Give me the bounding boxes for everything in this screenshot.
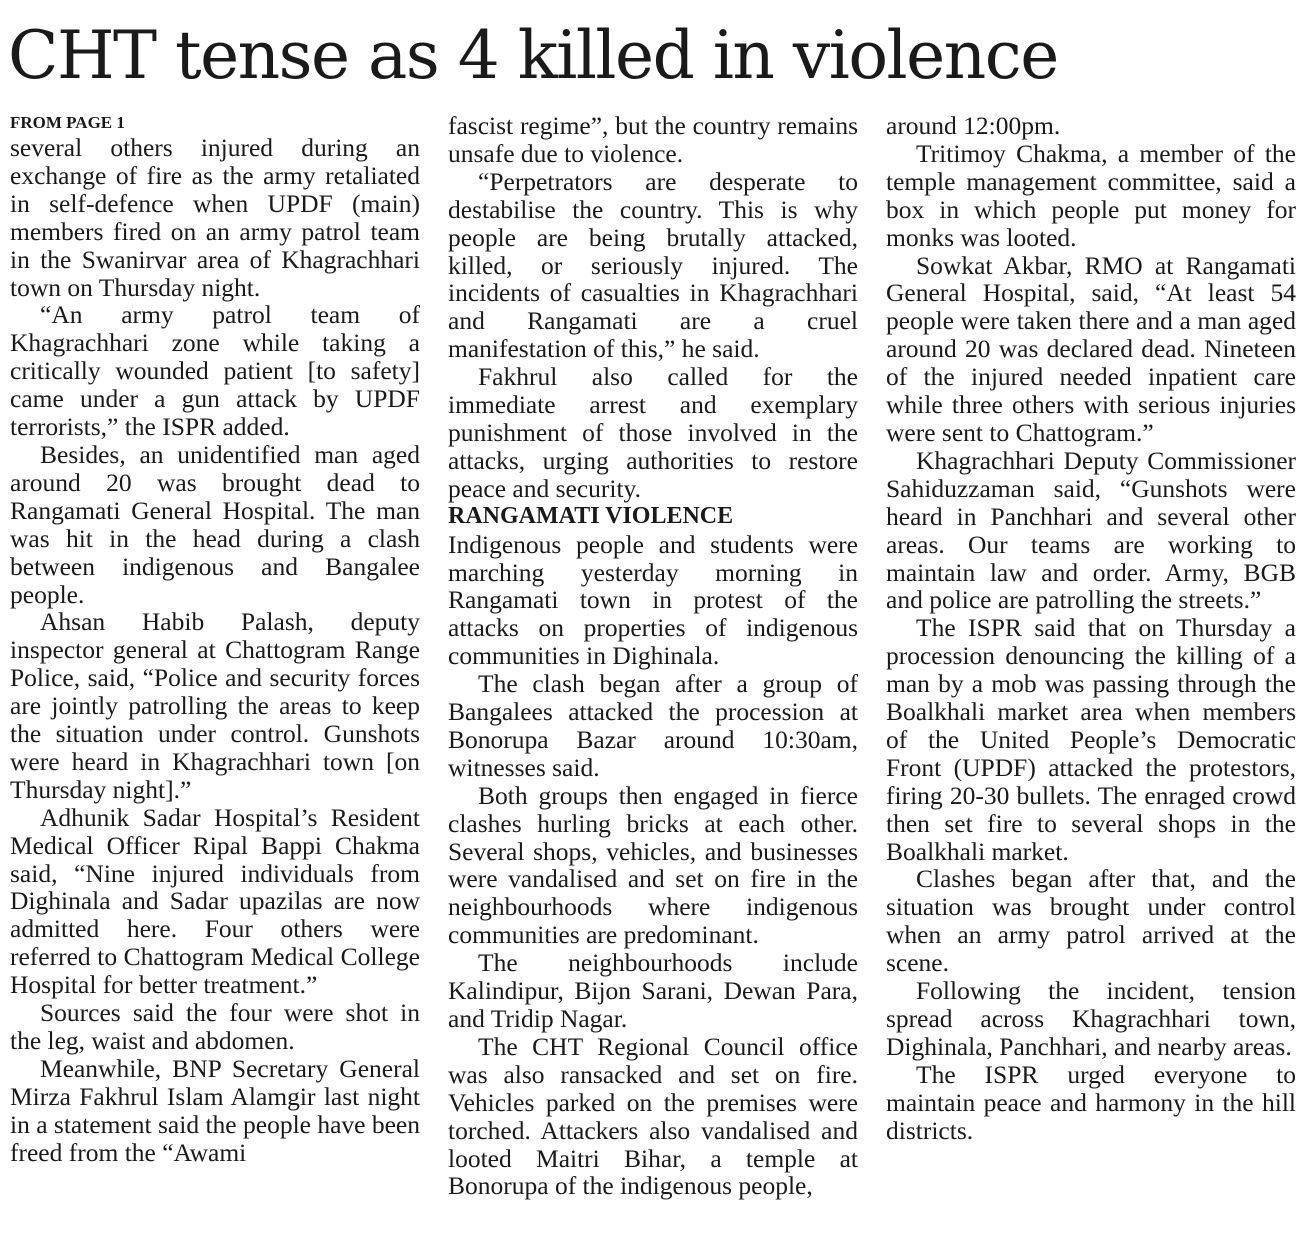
- paragraph: The clash began after a group of Bangalees attacked the procession at Bonorupa Bazar around 10:30am, witnesses said.: [448, 669, 858, 782]
- article-column-2: [448, 112, 858, 1200]
- paragraph: Adhunik Sadar Hospital’s Resident Medical Officer Ripal Bappi Chakma said, “Nine injured individuals from Dighinala and Sadar upazilas are now admitted here. Four others were referred to Chattogram Medical College Hospital for better treatment.”: [10, 802, 420, 1000]
- paragraph: The neighbourhoods include Kalindipur, Bijon Sarani, Dewan Para, and Tridip Nagar.: [448, 948, 858, 1033]
- paragraph: Tritimoy Chakma, a member of the temple management committee, said a box in which people put money for monks was looted.: [886, 138, 1296, 252]
- paragraph: The ISPR urged everyone to maintain peace and harmony in the hill districts.: [886, 1059, 1296, 1145]
- paragraph: The ISPR said that on Thursday a procession denouncing the killing of a man by a mob was passing through the Boalkhali market area when members of the United People’s Democratic Front (UPDF) attacked the protestors, firing 20-30 bullets. The enraged crowd then set fire to several shops in the Boalkhali market.: [886, 613, 1296, 866]
- paragraph: Fakhrul also called for the immediate arrest and exemplary punishment of those involved in the attacks, urging authorities to restore peace and security.: [448, 362, 858, 503]
- paragraph: Meanwhile, BNP Secretary General Mirza Fakhrul Islam Alamgir last night in a statement said the people have been freed from the “Awami: [10, 1053, 420, 1167]
- paragraph: around 12:00pm.: [886, 111, 1061, 140]
- paragraph: Sources said the four were shot in the leg, waist and abdomen.: [10, 998, 420, 1055]
- paragraph: fascist regime”, but the country remains unsafe due to violence.: [448, 111, 858, 168]
- paragraph: Khagrachhari Deputy Commissioner Sahiduzzaman said, “Gunshots were heard in Panchhari and several other areas. Our teams are working to maintain law and order. Army, BGB and police are patrolling the streets.”: [886, 445, 1296, 615]
- paragraph: “Perpetrators are desperate to destabilise the country. This is why people are being brutally attacked, killed, or seriously injured. The incidents of casualties in Khagrachhari and Rangamati are a cruel manifestation of this,” he said.: [448, 166, 858, 364]
- paragraph: Sowkat Akbar, RMO at Rangamati General Hospital, said, “At least 54 people were taken there and a man aged around 20 was declared dead. Nineteen of the injured needed inpatient care while three others with serious injuries were sent to Chattogram.”: [886, 250, 1296, 447]
- article-column-3: [886, 112, 1296, 1145]
- paragraph: Both groups then engaged in fierce clashes hurling bricks at each other. Several shops, vehicles, and businesses were vandalised and set on fire in the neighbourhoods where indigenous communities are predominant.: [448, 780, 858, 950]
- article-column-1: [10, 112, 420, 1167]
- paragraph: several others injured during an exchange of fire as the army retaliated in self-defence when UPDF (main) members fired on an army patrol team in the Swanirvar area of Khagrachhari town on Thursday night.: [10, 133, 420, 302]
- paragraph: Ahsan Habib Palash, deputy inspector general at Chattogram Range Police, said, “Police and security forces are jointly patrolling the areas to keep the situation under control. Gunshots were heard in Khagrachhari town [on Thursday night].”: [10, 607, 420, 804]
- paragraph: Indigenous people and students were marching yesterday morning in Rangamati town in protest of the attacks on properties of indigenous communities in Dighinala.: [448, 529, 858, 671]
- paragraph: “An army patrol team of Khagrachhari zone while taking a critically wounded patient [to safety] came under a gun attack by UPDF terrorists,” the ISPR added.: [10, 300, 420, 442]
- paragraph: Besides, an unidentified man aged around 20 was brought dead to Rangamati General Hospital. The man was hit in the head during a clash between indigenous and Bangalee people.: [10, 439, 420, 609]
- section-subhead: RANGAMATI VIOLENCE: [448, 502, 734, 529]
- headline: CHT tense as 4 killed in violence: [8, 17, 1058, 94]
- paragraph: Following the incident, tension spread across Khagrachhari town, Dighinala, Panchhari, and nearby areas.: [886, 976, 1296, 1061]
- continuation-kicker: FROM PAGE 1: [10, 113, 125, 132]
- paragraph: The CHT Regional Council office was also ransacked and set on fire. Vehicles parked on the premises were torched. Attackers also vandalised and looted Maitri Bihar, a temple at Bonorupa of the indigenous people,: [448, 1031, 858, 1201]
- paragraph: Clashes began after that, and the situation was brought under control when an army patrol arrived at the scene.: [886, 864, 1296, 978]
